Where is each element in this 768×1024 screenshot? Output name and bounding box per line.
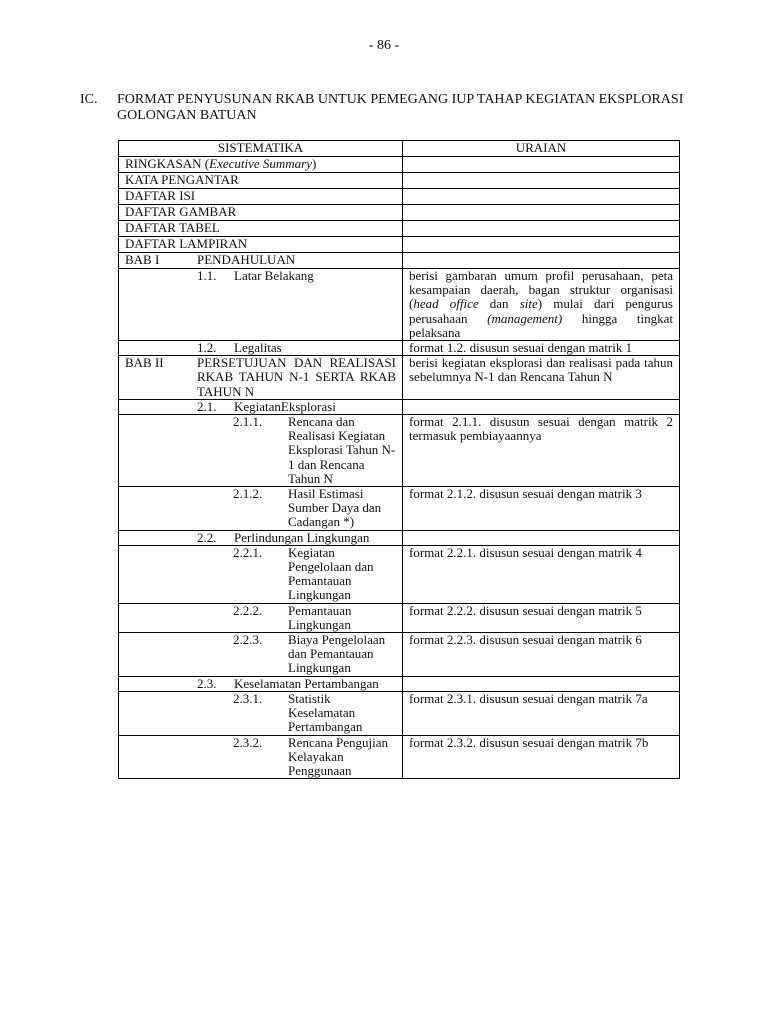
s232-cell <box>119 735 403 779</box>
daftar-lampiran: DAFTAR LAMPIRAN <box>119 237 403 253</box>
empty-cell <box>403 676 680 691</box>
s23-number: 2.3. <box>197 675 217 691</box>
s211-title: Rencana dan Realisasi Kegiatan Eksplorasi Tahun N-1 dan Rencana Tahun N <box>288 414 396 486</box>
table-row <box>119 530 680 545</box>
s223-title: Biaya Pengelolaan dan Pemantauan Lingkungan <box>288 632 386 676</box>
bab2-label: BAB II <box>125 355 164 371</box>
header-sistematika: SISTEMATIKA <box>119 141 403 157</box>
s221-number: 2.2.1. <box>233 544 263 560</box>
empty-cell <box>403 173 680 189</box>
s212-cell <box>119 487 403 531</box>
section-number: IC. <box>80 92 98 107</box>
kata-pengantar: KATA PENGANTAR <box>119 173 403 189</box>
s22-cell <box>119 530 403 545</box>
table-row <box>119 356 680 400</box>
table-row <box>119 545 680 603</box>
table-row <box>119 189 680 205</box>
s211-number: 2.1.1. <box>233 414 263 430</box>
s231-cell <box>119 691 403 735</box>
s231-description: format 2.3.1. disusun sesuai dengan matrik 7a <box>403 691 680 735</box>
table-row <box>119 487 680 531</box>
ringkasan-italic: Executive Summary <box>209 156 313 171</box>
s11-desc-part: hingga tingkat pelaksana <box>409 310 673 340</box>
bab2-cell <box>119 356 403 400</box>
s212-title: Hasil Estimasi Sumber Daya dan Cadangan *) <box>288 486 382 530</box>
s22-title: Perlindungan Lingkungan <box>234 529 370 545</box>
s21-number: 2.1. <box>197 398 217 414</box>
s11-desc-part: berisi gambaran umum profil perusahaan, peta kesampaian daerah, bagan struktur organisasi ( <box>409 268 673 312</box>
ringkasan-close: ) <box>312 156 317 171</box>
s21-cell <box>119 399 403 414</box>
s221-cell <box>119 545 403 603</box>
s11-description <box>403 269 680 341</box>
s11-desc-part: dan <box>478 296 520 312</box>
s22-number: 2.2. <box>197 529 217 545</box>
bab1-title: PENDAHULUAN <box>197 252 296 267</box>
s222-title: Pemantauan Lingkungan <box>288 602 352 632</box>
table-row <box>119 735 680 779</box>
table-row <box>119 676 680 691</box>
s232-description: format 2.3.2. disusun sesuai dengan matrik 7b <box>403 735 680 779</box>
s232-title: Rencana Pengujian Kelayakan Penggunaan <box>288 734 388 778</box>
table-row <box>119 603 680 632</box>
bab2-title: PERSETUJUAN DAN REALISASI RKAB TAHUN N-1 SERTA RKAB TAHUN N <box>197 355 396 399</box>
s231-number: 2.3.1. <box>233 690 263 706</box>
s23-cell <box>119 676 403 691</box>
s12-number: 1.2. <box>197 340 217 356</box>
s212-number: 2.1.2. <box>233 486 263 502</box>
s11-desc-part: ) mulai dari pengurus perusahaan <box>409 296 673 326</box>
empty-cell <box>403 157 680 173</box>
bab1-label: BAB I <box>125 252 160 267</box>
section-title: FORMAT PENYUSUNAN RKAB UNTUK PEMEGANG IUP TAHAP KEGIATAN EKSPLORASI GOLONGAN BATUAN <box>117 92 684 123</box>
empty-cell <box>403 399 680 414</box>
s223-cell <box>119 633 403 677</box>
empty-cell <box>403 530 680 545</box>
table-row <box>119 205 680 221</box>
table-row <box>119 253 680 269</box>
s212-description: format 2.1.2. disusun sesuai dengan matrik 3 <box>403 487 680 531</box>
s222-description: format 2.2.2. disusun sesuai dengan matrik 5 <box>403 603 680 632</box>
ringkasan-label: RINGKASAN ( <box>125 156 210 171</box>
s221-title: Kegiatan Pengelolaan dan Pemantauan Lingkungan <box>288 544 374 603</box>
empty-cell <box>403 253 680 269</box>
s232-number: 2.3.2. <box>233 734 263 750</box>
s11-desc-italic: site <box>519 296 538 312</box>
empty-cell <box>403 237 680 253</box>
table-row <box>119 633 680 677</box>
table-row <box>119 157 680 173</box>
rkab-format-table <box>118 140 680 779</box>
s222-cell <box>119 603 403 632</box>
empty-cell <box>403 221 680 237</box>
header-uraian: URAIAN <box>403 141 680 157</box>
table-row <box>119 269 680 341</box>
section-heading <box>80 92 690 124</box>
table-row <box>119 237 680 253</box>
s211-cell <box>119 415 403 487</box>
bab2-description: berisi kegiatan eksplorasi dan realisasi pada tahun sebelumnya N-1 dan Rencana Tahun N <box>403 356 680 400</box>
table-row <box>119 415 680 487</box>
s11-desc-italic: head office <box>413 296 479 312</box>
s231-title: Statistik Keselamatan Pertambangan <box>288 690 363 735</box>
s12-description: format 1.2. disusun sesuai dengan matrik 1 <box>403 341 680 356</box>
daftar-isi: DAFTAR ISI <box>119 189 403 205</box>
s11-desc-italic: (management) <box>487 310 563 326</box>
page-number: - 86 - <box>368 38 400 53</box>
s11-title: Latar Belakang <box>234 268 314 283</box>
table-row <box>119 691 680 735</box>
empty-cell <box>403 189 680 205</box>
s221-description: format 2.2.1. disusun sesuai dengan matrik 4 <box>403 545 680 603</box>
ringkasan-cell <box>119 157 403 173</box>
s21-title: KegiatanEksplorasi <box>234 398 336 414</box>
s11-number: 1.1. <box>197 268 217 283</box>
table-row <box>119 341 680 356</box>
empty-cell <box>403 205 680 221</box>
daftar-gambar: DAFTAR GAMBAR <box>119 205 403 221</box>
table-row <box>119 399 680 414</box>
daftar-tabel: DAFTAR TABEL <box>119 221 403 237</box>
s23-title: Keselamatan Pertambangan <box>234 675 379 691</box>
s211-description: format 2.1.1. disusun sesuai dengan matrik 2 termasuk pembiayaannya <box>403 415 680 487</box>
s223-number: 2.2.3. <box>233 632 263 648</box>
s12-title: Legalitas <box>234 340 282 356</box>
bab1-cell <box>119 253 403 269</box>
s11-cell <box>119 269 403 341</box>
s223-description: format 2.2.3. disusun sesuai dengan matrik 6 <box>403 633 680 677</box>
table-row <box>119 173 680 189</box>
table-row <box>119 221 680 237</box>
s222-number: 2.2.2. <box>233 602 263 618</box>
s12-cell <box>119 341 403 356</box>
